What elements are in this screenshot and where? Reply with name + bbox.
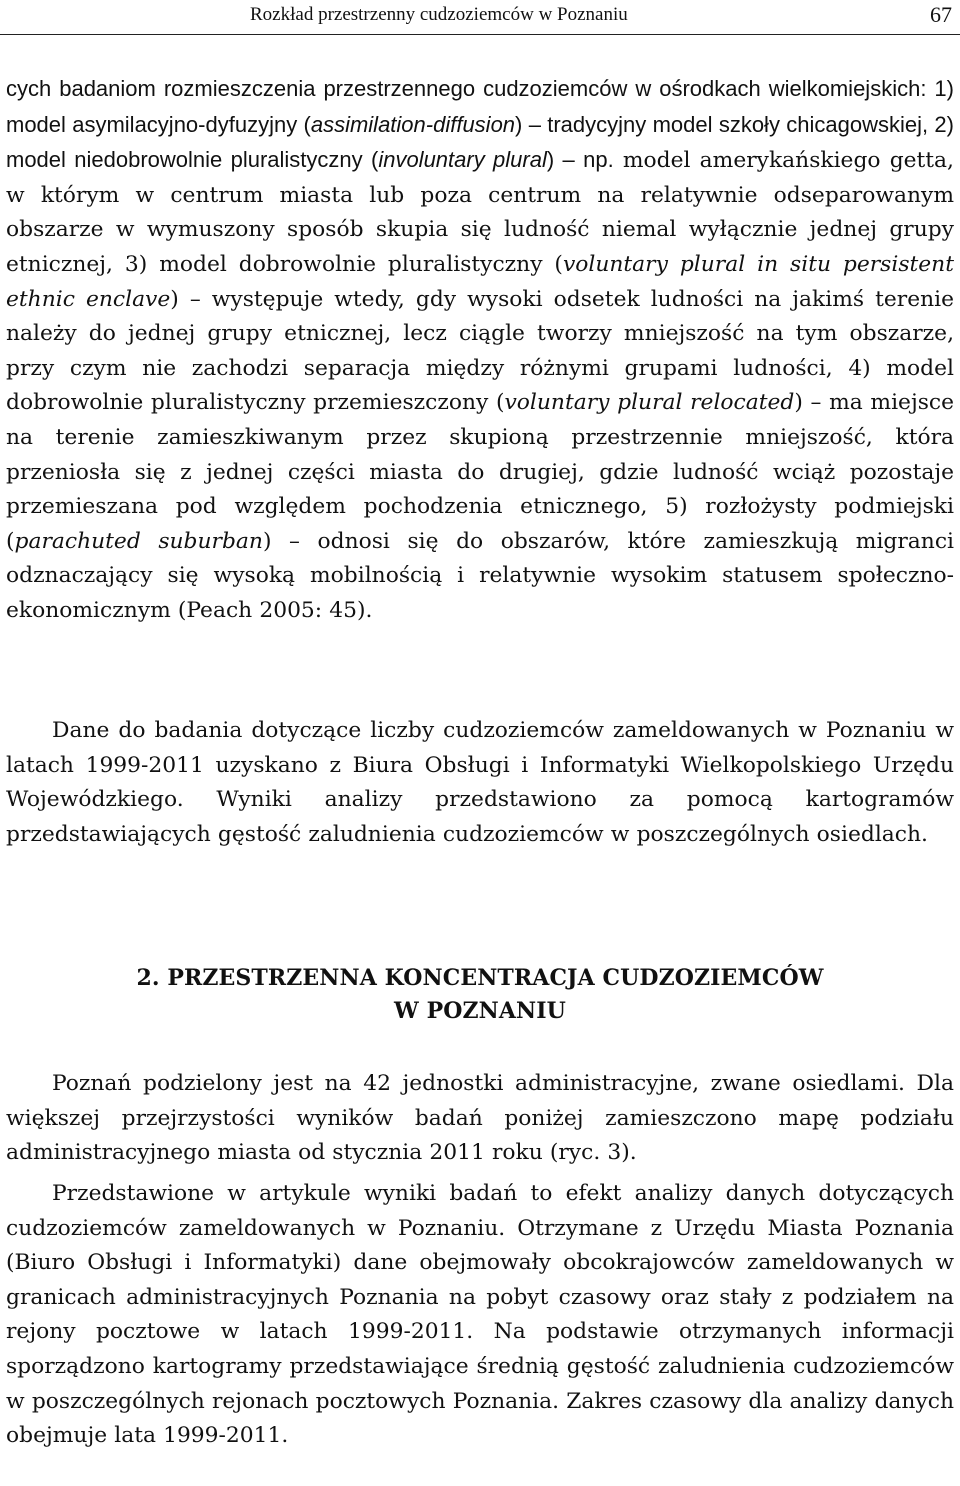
latin-term: assimilation-diffusion (310, 111, 516, 137)
text-run: ) – występuje wtedy, gdy wysoki odsetek ludności na jakimś terenie należy do jednej grupy etnicznej, lecz ciągle tworzy mniejszość na tym obszarze, przy czym nie zachodzi separacja między różnymi grupami ludności, 4) model dobrowolnie pluralistyczny przemieszczony ( (6, 286, 954, 416)
section-heading (0, 962, 960, 1028)
paragraph-models (6, 72, 954, 629)
latin-term: involuntary plural (378, 147, 547, 173)
latin-term: voluntary plural relocated (504, 390, 795, 416)
paragraph-data-source: Dane do badania dotyczące liczby cudzoziemców zameldowanych w Poznaniu w latach 1999-2011 uzyskano z Biura Obsługi i Informatyki Wielkopolskiego Urzędu Wojewódzkiego. Wyniki analizy przedstawiono za pomocą kartogramów przedstawiających gęstość zaludnienia cudzoziemców w poszczególnych osiedlach. (6, 718, 954, 847)
paragraph-methods: Przedstawione w artykule wyniki badań to efekt analizy danych dotyczących cudzoziemców zameldowanych w Poznaniu. Otrzymane z Urzędu Miasta Poznania (Biuro Obsługi i Informatyki) dane obejmowały obcokrajowców zameldowanych w granicach administracyjnych Poznania na pobyt czasowy oraz stały z podziałem na rejony pocztowe w latach 1999-2011. Na podstawie otrzymanych informacji sporządzono kartogramy przedstawiające średnią gęstość zaludnienia cudzoziemców w poszczególnych rejonach pocztowych Poznania. Zakres czasowy dla analizy danych obejmuje lata 1999-2011. (6, 1181, 954, 1449)
page-number: 67 (930, 2, 952, 27)
section-heading-line2: W POZNANIU (394, 998, 566, 1024)
running-header (0, 0, 960, 35)
text-run: cych badaniom rozmieszczenia przestrzennego cudzoziemców w ośrodkach wielkomiejskich: 1) model asymilacyjno-dyfuzyjny ( (6, 76, 954, 137)
text-run: ) – np. (546, 147, 614, 173)
running-title: Rozkład przestrzenny cudzoziemców w Poznaniu (250, 4, 628, 25)
text-run: ) – tradycyjny model szkoły chicagowskiej, 2) model niedobrowolnie pluralistyczny ( (6, 111, 954, 173)
latin-term: voluntary plural in situ persistent ethnic enclave (6, 251, 954, 312)
latin-term: parachuted suburban (14, 528, 263, 554)
text-run: model amerykańskiego getta, w którym w centrum miasta lub poza centrum na relatywnie odseparowanym obszarze w wymuszony sposób skupia się ludność niemal wyłącznie jednej grupy etnicznej, 3) model dobrowolnie pluralistyczny ( (6, 148, 954, 277)
section-heading-line1: 2. PRZESTRZENNA KONCENTRACJA CUDZOZIEMCÓW (136, 965, 824, 991)
text-run: ) – odnosi się do obszarów, które zamieszkują migranci odznaczający się wysoką mobilnością i relatywnie wysokim statusem społeczno-ekonomicznym (Peach 2005: 45). (6, 528, 955, 623)
paragraph-districts: Poznań podzielony jest na 42 jednostki administracyjne, zwane osiedlami. Dla większej przejrzystości wyników badań poniżej zamieszczono mapę podziału administracyjnego miasta od stycznia 2011 roku (ryc. 3). (6, 1071, 954, 1166)
text-run: ) – ma miejsce na terenie zamieszkiwanym przez skupioną przestrzennie mniejszość, która przeniosła się z jednej części miasta do drugiej, gdzie ludność wciąż pozostaje przemieszana pod względem pochodzenia etnicznego, 5) rozłożysty podmiejski ( (6, 390, 955, 554)
